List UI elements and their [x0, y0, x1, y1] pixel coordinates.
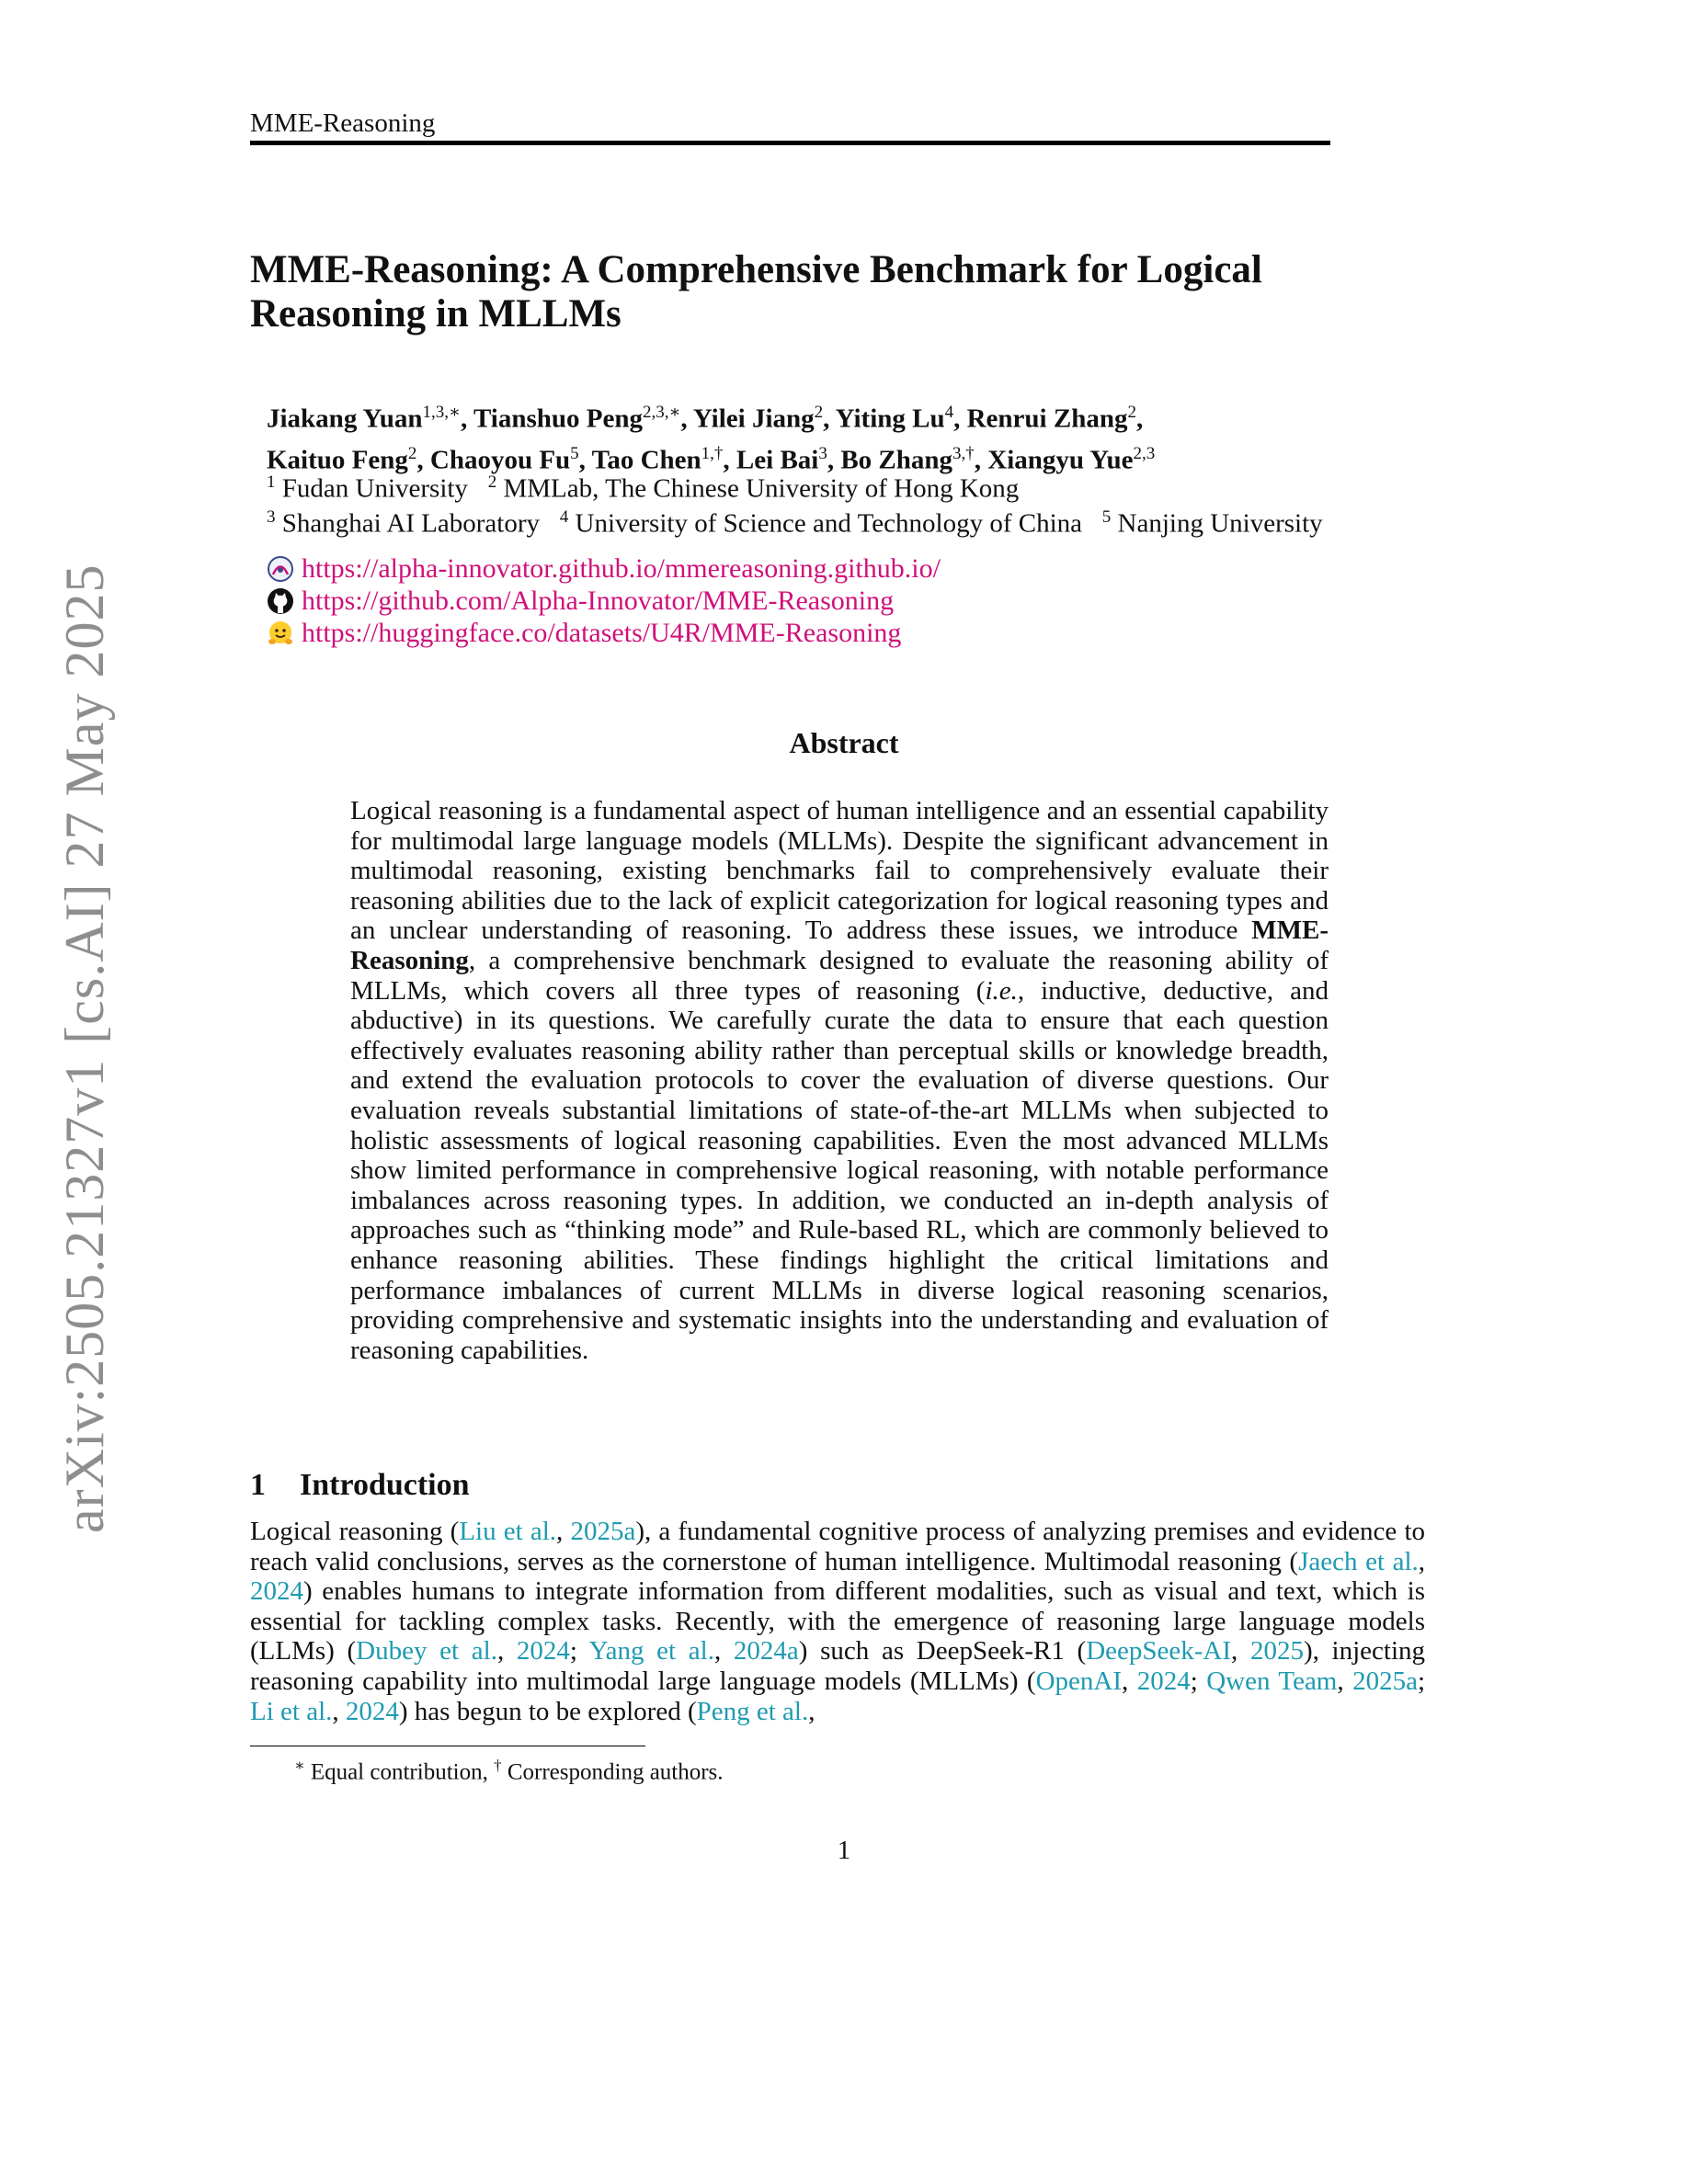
- author-name: Kaituo Feng: [267, 445, 408, 475]
- github-link-row: [267, 586, 894, 617]
- benchmark-name: MME-Reasoning: [350, 916, 1329, 975]
- intro-text: ,: [713, 1636, 734, 1666]
- author-name: Renrui Zhang: [966, 404, 1128, 434]
- affiliation-name: Fudan University: [281, 473, 468, 504]
- footnote-text: Equal contribution,: [304, 1759, 495, 1785]
- intro-text: ), a fundamental cognitive process of analyzing premises and evidence to reach valid conclusions, serves as the cornerstone of human intelligence. Multimodal reasoning (: [250, 1517, 1426, 1576]
- citation-link[interactable]: 2025a: [570, 1517, 636, 1546]
- intro-text: ;: [1417, 1666, 1426, 1696]
- author-name: Yiting Lu: [835, 404, 945, 434]
- affiliation-name: MMLab, The Chinese University of Hong Kong: [503, 473, 1020, 504]
- author-separator: ,: [823, 404, 836, 434]
- author-name: Xiangyu Yue: [987, 445, 1134, 475]
- project-link-row: [267, 553, 941, 585]
- citation-link[interactable]: 2024: [1136, 1666, 1191, 1696]
- author-separator: ,: [953, 404, 967, 434]
- author-affiliation-marks: 2: [1127, 403, 1136, 422]
- author-separator: ,: [416, 445, 430, 475]
- author-affiliation-marks: 5: [570, 443, 579, 463]
- introduction-paragraph: [250, 1517, 1425, 1726]
- intro-text: ,: [1122, 1666, 1137, 1696]
- running-head: MME-Reasoning: [250, 108, 436, 138]
- affiliation-number: 2: [487, 472, 497, 492]
- citation-link[interactable]: Liu et al.: [459, 1517, 557, 1546]
- citation-link[interactable]: 2024: [516, 1636, 570, 1666]
- citation-link[interactable]: OpenAI: [1035, 1666, 1122, 1696]
- intro-text: ) enables humans to integrate information from different modalities, such as visual and text, which is essential for tackling complex tasks. Recently, with the emergence of reasoning large language models (LLMs) (: [250, 1576, 1425, 1666]
- author-name: Tianshuo Peng: [473, 404, 643, 434]
- abstract-text-part: , inductive, deductive, and abductive) in its questions. We carefully curate the data to ensure that each question effectively evaluates reasoning ability rather than perceptual skills or knowledge breadth, and extend the evaluation protocols to cover the evaluation of diverse questions. Our evaluation reveals substantial limitations of state-of-the-art MLLMs when subjected to holistic assessments of logical reasoning capabilities. Even the most advanced MLLMs show limited performance in comprehensive logical reasoning, with notable performance imbalances across reasoning types. In addition, we conducted an in-depth analysis of approaches such as “thinking mode” and Rule-based RL, which are commonly believed to enhance reasoning abilities. These findings highlight the critical limitations and performance imbalances of current MLLMs in diverse logical reasoning scenarios, providing comprehensive and systematic insights into the understanding and evaluation of reasoning capabilities.: [350, 975, 1329, 1365]
- github-link[interactable]: https://github.com/Alpha-Innovator/MME-Reasoning: [302, 586, 895, 616]
- abstract-heading: Abstract: [789, 726, 899, 759]
- author-name: Chaoyou Fu: [429, 445, 571, 475]
- author-name: Jiakang Yuan: [267, 404, 423, 434]
- affiliation-number: 3: [267, 507, 276, 527]
- footnote-text: Corresponding authors.: [501, 1759, 724, 1785]
- huggingface-link[interactable]: https://huggingface.co/datasets/U4R/MME-Reasoning: [302, 618, 902, 648]
- abstract-text-part: Logical reasoning is a fundamental aspect of human intelligence and an essential capability for multimodal large language models (MLLMs). Despite the significant advancement in multimodal reasoning, existing benchmarks fail to comprehensively evaluate their reasoning abilities due to the lack of explicit categorization for logical reasoning types and an unclear understanding of reasoning. To address these issues, we introduce: [350, 796, 1329, 946]
- page-number: 1: [837, 1836, 851, 1865]
- footnote: [294, 1757, 724, 1785]
- header-rule: [250, 141, 1330, 145]
- citation-link[interactable]: 2024: [250, 1576, 303, 1607]
- author-name: Tao Chen: [591, 445, 701, 475]
- affiliation-name: University of Science and Technology of China: [575, 508, 1083, 539]
- intro-text: ,: [496, 1636, 517, 1666]
- section-heading-introduction: [250, 1468, 470, 1503]
- citation-link[interactable]: 2025a: [1352, 1666, 1418, 1696]
- affiliation-number: 4: [559, 507, 569, 527]
- arxiv-side-stamp: arXiv:2505.21327v1 [cs.AI] 27 May 2025: [54, 563, 115, 1533]
- paper-title: MME-Reasoning: A Comprehensive Benchmark for Logical Reasoning in MLLMs: [250, 248, 1262, 336]
- affiliations-line-2: [267, 507, 1323, 540]
- project-page-link[interactable]: https://alpha-innovator.github.io/mmereasoning.github.io/: [302, 553, 941, 584]
- author-affiliation-marks: 3: [818, 443, 827, 463]
- affiliation-name: Nanjing University: [1117, 508, 1323, 539]
- author-name: Lei Bai: [736, 445, 819, 475]
- citation-link[interactable]: Li et al.: [250, 1696, 333, 1726]
- author-list: [267, 395, 1370, 477]
- citation-link[interactable]: 2025: [1249, 1636, 1304, 1666]
- huggingface-link-row: [267, 618, 901, 649]
- citation-link[interactable]: Qwen Team: [1206, 1666, 1338, 1696]
- author-separator: ,: [680, 404, 693, 434]
- author-affiliation-marks: 3,†: [952, 443, 975, 463]
- author-affiliation-marks: 1,†: [701, 443, 724, 463]
- affiliation-number: 5: [1101, 507, 1112, 527]
- intro-text: ) such as DeepSeek-R1 (: [798, 1636, 1087, 1666]
- footnote-mark: †: [494, 1757, 502, 1774]
- citation-link[interactable]: DeepSeek-AI: [1086, 1636, 1232, 1666]
- huggingface-icon: [267, 620, 294, 647]
- author-separator: ,: [723, 445, 736, 475]
- github-icon: [267, 587, 294, 615]
- section-number: 1: [250, 1468, 266, 1502]
- author-name: Yilei Jiang: [692, 404, 815, 434]
- intro-text: ;: [1190, 1666, 1207, 1696]
- intro-text: ,: [1337, 1666, 1353, 1696]
- author-separator: ,: [460, 404, 473, 434]
- intro-text: ,: [556, 1517, 571, 1546]
- footnote-mark: ∗: [294, 1757, 305, 1774]
- author-separator: ,: [578, 445, 592, 475]
- abbrev-ie: i.e.: [985, 975, 1018, 1006]
- citation-link[interactable]: Peng et al.: [696, 1696, 809, 1726]
- author-separator: ,: [1135, 404, 1144, 434]
- citation-link[interactable]: 2024: [345, 1696, 399, 1726]
- intro-text: Logical reasoning (: [250, 1517, 460, 1546]
- affiliations-line-1: [267, 472, 1019, 505]
- abstract-text-part: , a comprehensive benchmark designed to evaluate the reasoning ability of MLLMs, which covers all three types of reasoning (: [350, 945, 1329, 1006]
- citation-link[interactable]: Yang et al.: [588, 1636, 714, 1666]
- author-affiliation-marks: 2: [814, 403, 824, 422]
- intro-text: ,: [808, 1696, 815, 1726]
- citation-link[interactable]: 2024a: [733, 1636, 799, 1666]
- author-affiliation-marks: 2,3: [1133, 443, 1156, 463]
- author-affiliation-marks: 2,3,∗: [642, 403, 681, 422]
- author-separator: ,: [974, 445, 988, 475]
- affiliation-number: 1: [267, 472, 276, 492]
- project-logo-icon: [267, 555, 294, 583]
- citation-link[interactable]: Dubey et al.: [356, 1636, 497, 1666]
- intro-text: ) has begun to be explored (: [398, 1696, 697, 1726]
- intro-text: ,: [1231, 1636, 1250, 1666]
- author-name: Bo Zhang: [840, 445, 953, 475]
- author-affiliation-marks: 1,3,∗: [422, 403, 461, 422]
- author-affiliation-marks: 4: [944, 403, 954, 422]
- citation-link[interactable]: Jaech et al.: [1298, 1546, 1419, 1576]
- author-affiliation-marks: 2: [407, 443, 417, 463]
- intro-text: ,: [1418, 1546, 1425, 1576]
- abstract-text: [350, 796, 1329, 1365]
- author-separator: ,: [827, 445, 841, 475]
- intro-text: ;: [569, 1636, 589, 1666]
- intro-text: ), injecting reasoning capability into multimodal large language models (MLLMs) (: [250, 1636, 1426, 1696]
- affiliation-name: Shanghai AI Laboratory: [281, 508, 541, 539]
- section-title: Introduction: [300, 1468, 470, 1502]
- intro-text: ,: [332, 1696, 346, 1726]
